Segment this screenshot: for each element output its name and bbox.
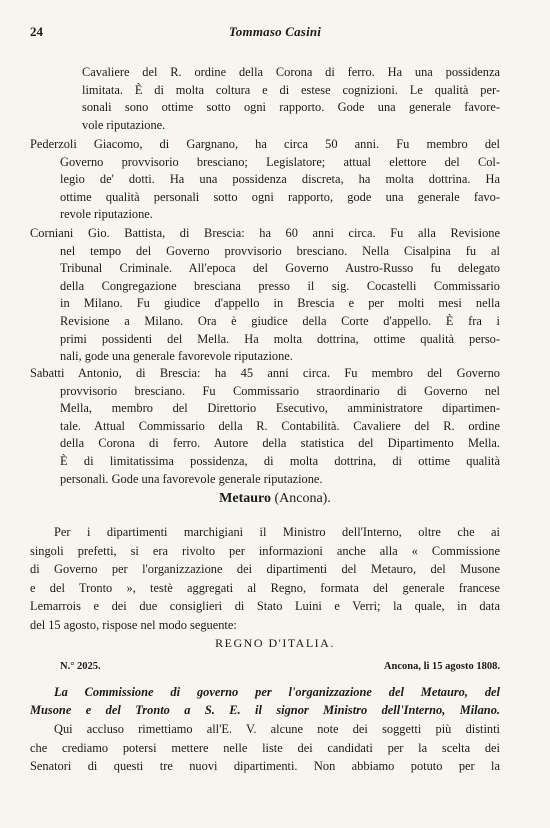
entry-line: legio de' dotti. Ha una possidenza discreta, ha molta dottrina. Ha [60, 172, 500, 187]
running-head: Tommaso Casini [228, 24, 322, 39]
entry-line: della Corona di ferro. Autore della statistica del Dipartimento Mella. [60, 436, 500, 451]
entry-line: ottime qualità personali sotto ogni rapporto, gode una generale favo- [60, 189, 500, 204]
paragraph-line: Senatori di questi tre nuovi dipartimenti. Non abbiamo potuto per la [30, 759, 500, 773]
page-number: 24 [30, 24, 43, 39]
entry-line: vole riputazione. [82, 117, 166, 132]
entry-line: sonali sono ottime sotto ogni rapporto. Gode una generale favore- [82, 100, 500, 115]
paragraph-line: singoli prefetti, si era rivolto per informazioni anche alla « Commissione [30, 543, 500, 558]
section-title-subtitle: (Ancona). [274, 491, 331, 506]
paragraph-line: del 15 agosto, rispose nel modo seguente: [30, 617, 237, 632]
entry-line: Pederzoli Giacomo, di Gargnano, ha circa 50 anni. Fu membro del [30, 137, 500, 151]
paragraph-line: Per i dipartimenti marchigiani il Ministro dell'Interno, oltre che ai [54, 525, 500, 539]
paragraph-line: e del Tronto », testè aggregati al Regno, formata del generale francese [30, 580, 500, 595]
page-header [30, 24, 520, 42]
entry-line: primi possidenti del Mella. Ha molta dottrina, ottime qualità perso- [60, 331, 500, 346]
document-date: Ancona, li 15 agosto 1808. [383, 661, 500, 672]
section-title-main: Metauro [219, 491, 271, 506]
paragraph-line: Qui accluso rimettiamo all'E. V. alcune note dei soggetti più distinti [54, 722, 500, 736]
entry-line: provvisorio bresciano. Fu Commissario straordinario di Governo nel [60, 383, 500, 398]
section-title [0, 491, 550, 507]
entry-line: della Congregazione bresciana presso il sig. Cocastelli Commissario [60, 278, 500, 293]
entry-line: Sabatti Antonio, di Brescia: ha 45 anni circa. Fu membro del Governo [30, 366, 500, 380]
entry-line: limitata. È di molta coltura e di estese cognizioni. Le qualità per- [82, 82, 500, 97]
entry-continuation [60, 64, 500, 134]
entry-line: nali, gode una generale favorevole riputazione. [60, 349, 293, 364]
entry-line: revole riputazione. [60, 207, 153, 222]
entry-line: Revisione a Milano. Ora è giudice della Corte d'appello. È fra i [60, 313, 500, 328]
entry-line: nel tempo del Governo provvisorio bresciano. Nella Cisalpina fu al [60, 243, 500, 258]
entry-pederzoli [30, 136, 500, 224]
document-number: N.° 2025. [60, 661, 101, 672]
entry-line: Cavaliere del R. ordine della Corona di ferro. Ha una possidenza [82, 65, 500, 79]
entry-line: Mella, membro del Direttorio Esecutivo, amministratore dipartimen- [60, 401, 500, 416]
entry-sabatti [30, 365, 500, 488]
entry-line: in Milano. Fu giudice d'appello in Brescia e per molti mesi nella [60, 296, 500, 311]
paragraph-line: che crediamo potersi mettere nelle liste dei candidati per la scelta dei [30, 740, 500, 755]
paragraph-line: Lemarrois e dei due consiglieri di Stato Luini e Verri; la quale, in data [30, 599, 500, 613]
document-heading: REGNO D'ITALIA. [215, 636, 335, 650]
entry-corniani [30, 225, 500, 366]
paragraph-letter [30, 720, 500, 776]
paragraph-line: di Governo per l'organizzazione dei dipartimenti del Metauro, del Musone [30, 562, 500, 576]
document-title [30, 683, 500, 719]
entry-line: tale. Attual Commissario della R. Contabilità. Cavaliere del R. ordine [60, 418, 500, 433]
document-title-line: Musone e del Tronto a S. E. il signor Ministro dell'Interno, Milano. [30, 703, 500, 717]
document-title-line: La Commissione di governo per l'organizzazione del Metauro, del [54, 685, 500, 699]
paragraph-intro [30, 523, 500, 634]
entry-line: personali. Gode una favorevole generale riputazione. [60, 471, 323, 486]
entry-line: È di limitatissima possidenza, di molta dottrina, di ottime qualità [60, 453, 500, 468]
entry-line: Governo provvisorio bresciano; Legislatore; attual elettore del Col- [60, 154, 500, 169]
entry-line: Corniani Gio. Battista, di Brescia: ha 60 anni circa. Fu alla Revisione [30, 226, 500, 240]
entry-line: Tribunal Criminale. All'epoca del Governo Austro-Russo fu delegato [60, 261, 500, 276]
